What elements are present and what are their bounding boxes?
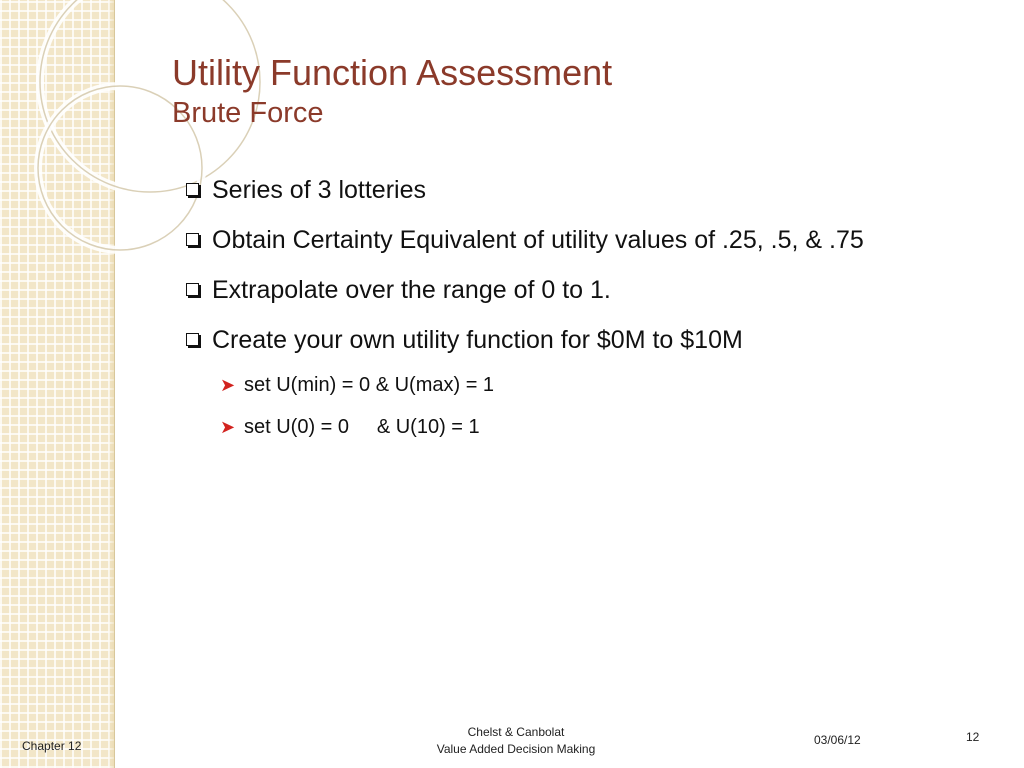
bullet-text: Series of 3 lotteries — [212, 176, 426, 204]
bullet-item — [184, 170, 984, 210]
footer-center — [416, 724, 616, 758]
footer-authors: Chelst & Canbolat — [467, 725, 565, 739]
sub-bullet-item — [184, 370, 984, 400]
side-strip-edge — [108, 0, 114, 768]
slide-footer — [0, 720, 1024, 768]
checkbox-square-icon — [186, 283, 199, 296]
slide-title: Utility Function Assessment — [172, 52, 613, 93]
checkbox-square-icon — [186, 183, 199, 196]
sub-bullet-text: set U(0) = 0 & U(10) = 1 — [244, 416, 480, 438]
slide-subtitle: Brute Force — [172, 97, 324, 129]
bullet-item — [184, 220, 984, 260]
bullet-item — [184, 270, 984, 310]
bullet-text: Create your own utility function for $0M to $10M — [212, 326, 743, 354]
checkbox-square-icon — [186, 233, 199, 246]
sub-bullet-item — [184, 412, 984, 442]
footer-chapter: Chapter 12 — [22, 739, 82, 753]
bullet-text: Obtain Certainty Equivalent of utility values of .25, .5, & .75 — [212, 226, 864, 254]
footer-date: 03/06/12 — [814, 733, 861, 747]
side-decor-strip — [0, 0, 115, 768]
arrow-right-icon: ➤ — [220, 375, 236, 395]
bullet-item — [184, 320, 984, 360]
title-block — [172, 52, 992, 130]
sub-bullet-text: set U(min) = 0 & U(max) = 1 — [244, 374, 495, 396]
arrow-right-icon: ➤ — [220, 417, 236, 437]
footer-book-title: Value Added Decision Making — [436, 742, 596, 756]
page-number: 12 — [966, 730, 980, 744]
bullet-list — [184, 170, 984, 454]
checkbox-square-icon — [186, 333, 199, 346]
bullet-text: Extrapolate over the range of 0 to 1. — [212, 276, 611, 304]
